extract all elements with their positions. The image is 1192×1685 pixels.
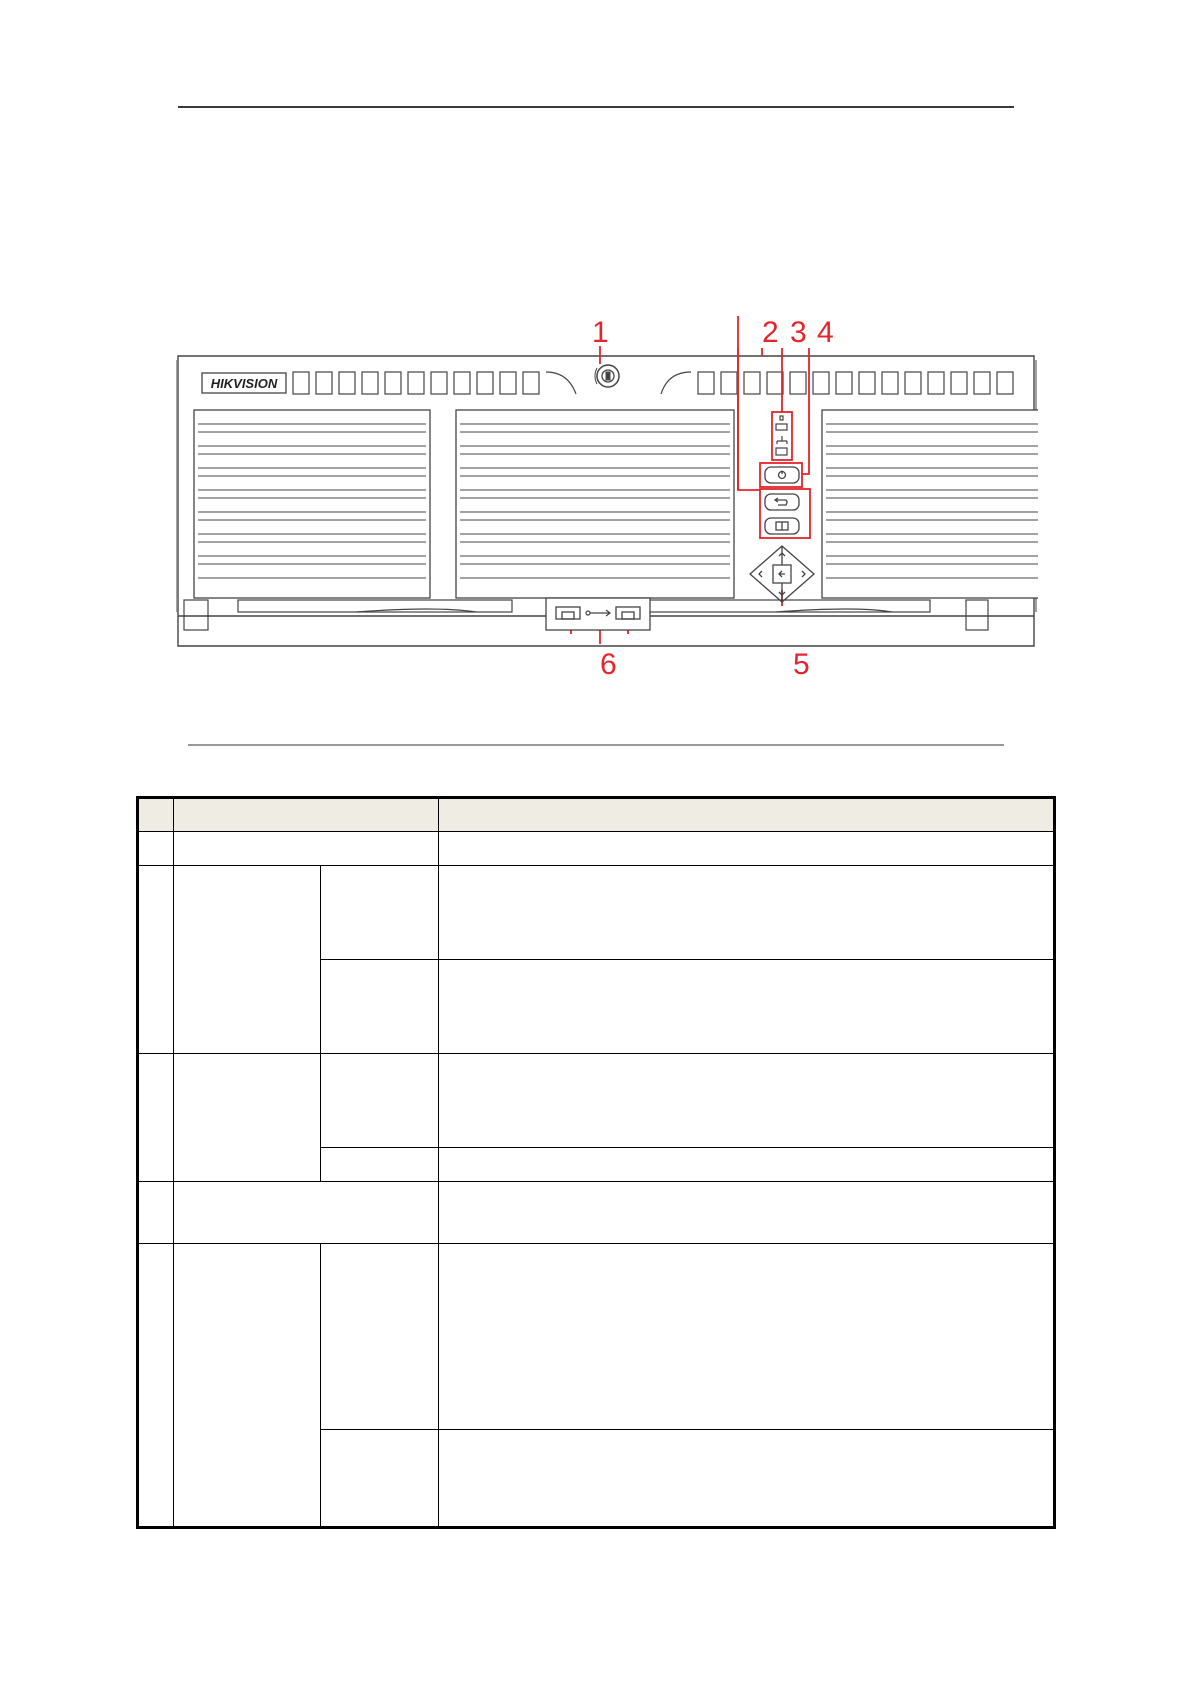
power-button[interactable] — [765, 467, 799, 483]
grille-center — [456, 410, 734, 598]
table-cell — [439, 866, 1055, 960]
direction-pad-icon[interactable] — [750, 546, 814, 602]
grille-left — [194, 410, 430, 598]
table-cell — [439, 1148, 1055, 1182]
table-cell — [439, 960, 1055, 1054]
table-cell — [320, 1244, 439, 1430]
header-function — [439, 798, 1055, 832]
hdd-led-icon — [776, 416, 787, 430]
callout-4: 4 — [817, 316, 834, 349]
svg-text:HIKVISION: HIKVISION — [210, 376, 278, 391]
front-panel-drawing — [176, 316, 1038, 676]
table-cell — [320, 1148, 439, 1182]
table-cell — [138, 866, 174, 1054]
header-name — [174, 798, 439, 832]
callout-2: 2 — [762, 316, 779, 349]
table-cell — [174, 1054, 320, 1182]
section-rule — [188, 744, 1004, 746]
table-cell — [320, 960, 439, 1054]
menu-button[interactable] — [765, 518, 799, 534]
table-cell — [320, 1430, 439, 1528]
table-cell — [320, 1054, 439, 1148]
top-vents-left — [293, 372, 576, 394]
table-cell — [439, 1182, 1055, 1244]
table-cell — [439, 1244, 1055, 1430]
network-led-icon — [776, 436, 787, 455]
table-cell — [174, 832, 439, 866]
table-cell — [320, 866, 439, 960]
table-cell — [138, 1182, 174, 1244]
callout-3: 3 — [790, 316, 807, 349]
table-cell — [138, 1054, 174, 1182]
table-cell — [439, 1430, 1055, 1528]
callout-6: 6 — [600, 648, 617, 676]
table-cell — [439, 1054, 1055, 1148]
table-cell — [174, 1182, 439, 1244]
table-cell — [138, 832, 174, 866]
back-button[interactable] — [765, 494, 799, 510]
table-cell — [439, 832, 1055, 866]
brand-logo — [202, 373, 286, 393]
callout-5: 5 — [793, 648, 810, 676]
top-vents-right — [661, 372, 1013, 394]
table-cell — [138, 1244, 174, 1528]
header-no — [138, 798, 174, 832]
grille-right — [822, 410, 1038, 598]
callout-1: 1 — [592, 316, 609, 349]
key-lock-icon — [595, 365, 619, 387]
header-rule — [178, 106, 1014, 108]
spec-table — [136, 796, 1056, 1529]
usb-ports — [546, 598, 650, 630]
table-cell — [174, 1244, 320, 1528]
table-cell — [174, 866, 320, 1054]
